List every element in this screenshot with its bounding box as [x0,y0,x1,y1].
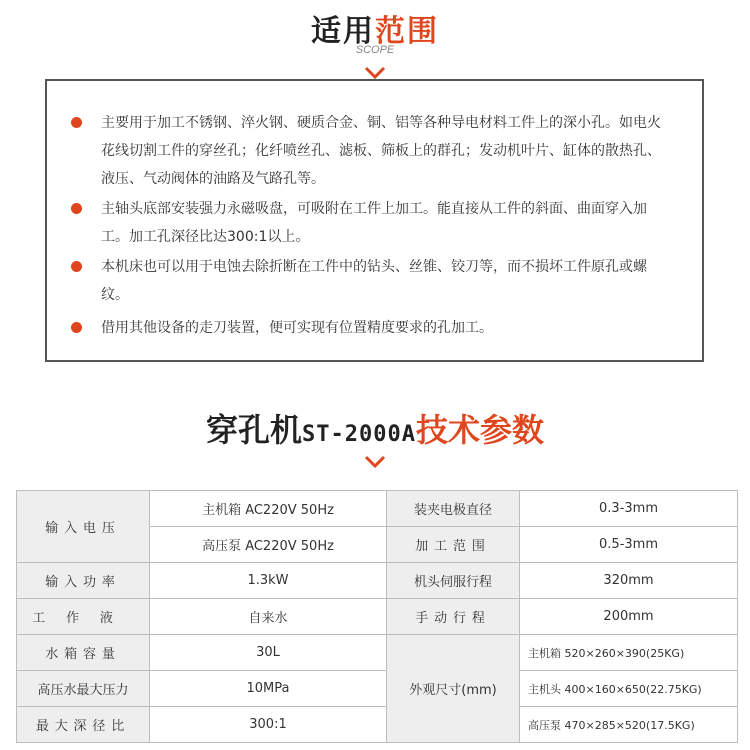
scope-subtitle: SCOPE [355,44,395,56]
dims-value-main: 主机箱 520×260×390(25KG) [520,635,738,671]
bullet-dot-icon [71,203,82,214]
manual-label: 手动行程 [387,599,520,635]
list-item [71,195,671,251]
input-voltage-label: 输入电压 [17,491,150,563]
list-item-text: 本机床也可以用于电蚀去除折断在工件中的钻头、丝锥、铰刀等，而不损坏工件原孔或螺纹。 [101,259,647,303]
table-row [17,635,738,671]
spec-title-model: ST-2000A [302,422,416,447]
fluid-value: 自来水 [150,599,387,635]
input-voltage-pump: 高压泵 AC220V 50Hz [150,527,387,563]
list-item-text: 主轴头底部安装强力永磁吸盘，可吸附在工件上加工。能直接从工件的斜面、曲面穿入加工。加工孔深径比达300:1以上。 [101,201,647,245]
spec-title [0,405,750,451]
ratio-label: 最大深径比 [17,707,150,743]
spec-table [16,490,738,743]
table-row [17,671,738,707]
table-row [17,707,738,743]
list-item [71,253,671,309]
power-value: 1.3kW [150,563,387,599]
electrode-dia-value: 0.3-3mm [520,491,738,527]
table-row [17,599,738,635]
bullet-dot-icon [71,322,82,333]
scope-title-part2: 范围 [375,14,439,49]
range-value: 0.5-3mm [520,527,738,563]
input-voltage-main: 主机箱 AC220V 50Hz [150,491,387,527]
list-item [71,109,671,193]
table-row [17,563,738,599]
scope-box [45,79,704,362]
tank-label: 水箱容量 [17,635,150,671]
table-row [17,491,738,527]
manual-value: 200mm [520,599,738,635]
scope-title-part1: 适用 [311,14,375,49]
chevron-down-icon [363,455,387,469]
pressure-value: 10MPa [150,671,387,707]
chevron-down-icon [363,66,387,80]
bullet-dot-icon [71,261,82,272]
electrode-dia-label: 装夹电极直径 [387,491,520,527]
pressure-label: 高压水最大压力 [17,671,150,707]
fluid-label: 工作液 [17,599,150,635]
dims-value-pump: 高压泵 470×285×520(17.5KG) [520,707,738,743]
dims-label: 外观尺寸(mm) [387,635,520,743]
range-label: 加工范围 [387,527,520,563]
tank-value: 30L [150,635,387,671]
servo-label: 机头伺服行程 [387,563,520,599]
dims-value-head: 主机头 400×160×650(22.75KG) [520,671,738,707]
bullet-dot-icon [71,117,82,128]
list-item-text: 主要用于加工不锈钢、淬火钢、硬质合金、铜、铝等各种导电材料工件上的深小孔。如电火花线切割工件的穿丝孔；化纤喷丝孔、滤板、筛板上的群孔；发动机叶片、缸体的散热孔、液压、气动阀体的油路及气路孔等。 [101,115,661,187]
power-label: 输入功率 [17,563,150,599]
list-item [71,314,671,342]
servo-value: 320mm [520,563,738,599]
spec-title-part1: 穿孔机 [206,411,303,449]
list-item-text: 借用其他设备的走刀装置，便可实现有位置精度要求的孔加工。 [101,320,493,336]
ratio-value: 300:1 [150,707,387,743]
spec-title-part2: 技术参数 [415,411,544,449]
